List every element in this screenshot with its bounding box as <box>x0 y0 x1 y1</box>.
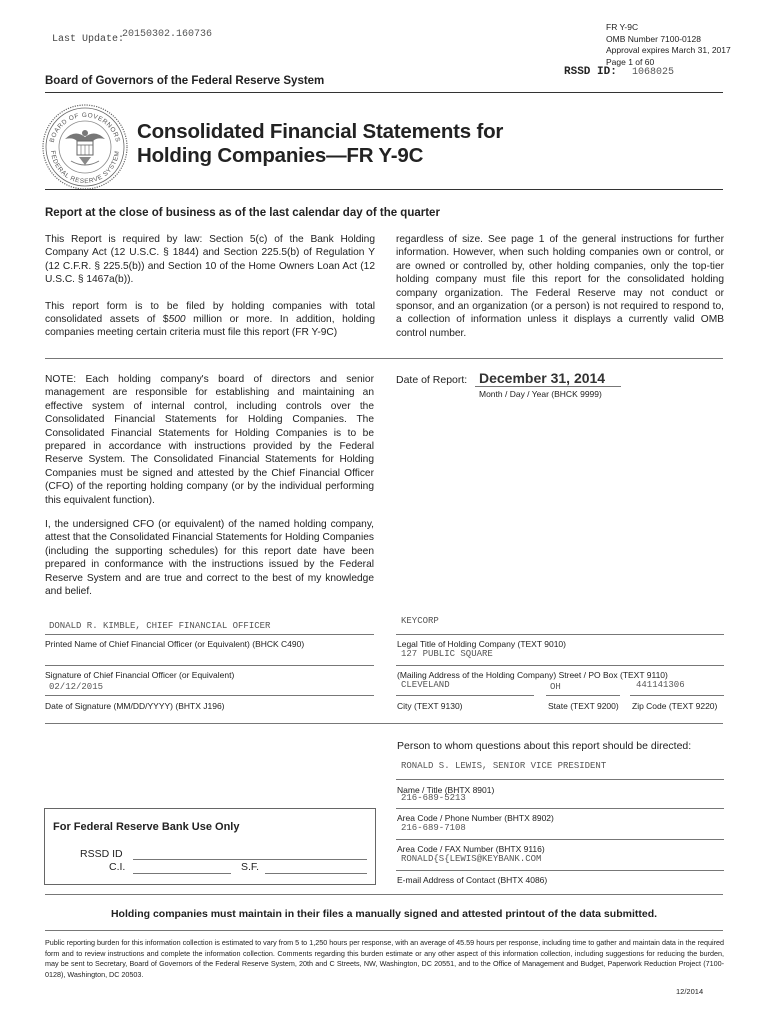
contact-email-line <box>396 870 724 871</box>
page-title <box>137 120 503 168</box>
board-name: Board of Governors of the Federal Reserve System <box>45 75 325 87</box>
note-section <box>45 373 374 599</box>
fed-use-heading: For Federal Reserve Bank Use Only <box>53 821 240 833</box>
contact-email-field[interactable]: RONALD{S{LEWIS@KEYBANK.COM <box>401 854 542 864</box>
approval-expiry: Approval expires March 31, 2017 <box>606 45 731 56</box>
state-field[interactable]: OH <box>550 682 561 692</box>
cfo-name-field[interactable]: DONALD R. KIMBLE, CHIEF FINANCIAL OFFICER <box>49 621 271 631</box>
intro-paragraph-omb: regardless of size. See page 1 of the general instructions for further information. However, when such holding companies own or control, or are owned or controlled by, other holding companies, only the top-tier holding company must file this report for the consolidated holding company organization. The Federal Reserve may not conduct or sponsor, and an organization (or a person) is not required to respond to, a collection of information unless it displays a currently valid OMB control number. <box>396 234 724 339</box>
contact-fax-field[interactable]: 216-689-7108 <box>401 823 466 833</box>
date-of-report-label: Date of Report: <box>396 374 468 386</box>
header-rule <box>45 92 723 93</box>
page-title-line2: Holding Companies—FR Y-9C <box>137 144 424 167</box>
zip-label: Zip Code (TEXT 9220) <box>632 701 718 711</box>
rssd-id-value: 1068025 <box>632 67 675 78</box>
date-of-report-caption: Month / Day / Year (BHCK 9999) <box>479 389 602 399</box>
last-update-label: Last Update: <box>52 34 125 45</box>
intro-rule <box>45 358 723 359</box>
city-field[interactable]: CLEVELAND <box>401 680 450 690</box>
intro-paragraph-filers <box>45 300 375 340</box>
contact-heading: Person to whom questions about this report should be directed: <box>397 740 692 752</box>
intro-filers-text-b: million or more. In addition, holding companies meeting certain criteria must file this report (FR Y-9C) <box>45 314 375 339</box>
attestation-paragraph: I, the undersigned CFO (or equivalent) of the named holding company, attest that the Consolidated Financial Statements for Holding Companies (including the supporting schedules) for this report date have been prepared in conformance with the instructions issued by the Federal Reserve System and are true and correct to the best of my knowledge and belief. <box>45 519 374 598</box>
contact-name-label: Name / Title (BHTX 8901) <box>397 785 495 795</box>
seal-text-bottom: FEDERAL RESERVE SYSTEM <box>48 150 122 186</box>
zip-line <box>630 695 724 696</box>
fed-rssd-label: RSSD ID <box>80 848 123 860</box>
page-number: Page 1 of 60 <box>606 56 655 67</box>
contact-fax-line <box>396 839 724 840</box>
maintain-notice: Holding companies must maintain in their files a manually signed and attested printout of the data submitted. <box>110 908 658 920</box>
cfo-name-label: Printed Name of Chief Financial Officer (or Equivalent) (BHCK C490) <box>45 639 305 649</box>
signature-label: Signature of Chief Financial Officer (or Equivalent) <box>45 670 235 680</box>
intro-filers-text-a: This report form is to be filed by holding companies with total consolidated assets of $ <box>45 300 375 326</box>
contact-rule <box>45 894 723 895</box>
city-label: City (TEXT 9130) <box>397 701 463 711</box>
signature-date-label: Date of Signature (MM/DD/YYYY) (BHTX J196) <box>45 701 225 711</box>
date-of-report-line <box>475 386 621 387</box>
fed-ci-label: C.I. <box>109 861 126 873</box>
signature-top-line <box>45 665 374 666</box>
last-update-value: 20150302.160736 <box>122 29 213 40</box>
contact-phone-label: Area Code / Phone Number (BHTX 8902) <box>397 813 554 823</box>
contact-name-line <box>396 779 724 780</box>
contact-name-field[interactable]: RONALD S. LEWIS, SENIOR VICE PRESIDENT <box>401 761 607 771</box>
fed-use-box <box>44 808 376 885</box>
zip-field[interactable]: 441141306 <box>636 680 685 690</box>
street-line <box>396 665 724 666</box>
contact-email-label: E-mail Address of Contact (BHTX 4086) <box>397 875 548 885</box>
form-number: FR Y-9C <box>606 22 639 32</box>
contact-phone-field[interactable]: 216-689-5213 <box>401 793 466 803</box>
federal-reserve-seal-icon <box>41 103 129 191</box>
burden-rule <box>45 930 723 931</box>
state-line <box>546 695 620 696</box>
signature-date-field[interactable]: 02/12/2015 <box>49 682 104 692</box>
form-info <box>606 22 731 68</box>
omb-number: OMB Number 7100-0128 <box>606 33 701 44</box>
note-paragraph: NOTE: Each holding company's board of directors and senior management are responsible for establishing and maintaining an effective system of internal control, including controls over the Consolidated Financial Statements for Holding Companies. The Consolidated Financial Statements for Holding Companies is to be prepared in accordance with instructions provided by the Federal Reserve System. The Consolidated Financial Statements for Holding Companies must be signed and attested by the Chief Financial Officer (CFO) of the reporting holding company (or by the individual performing this equivalent function). <box>45 374 374 506</box>
rssd-id-label: RSSD ID: <box>564 66 617 78</box>
title-rule <box>45 189 723 190</box>
fed-sf-line[interactable] <box>265 873 367 874</box>
fields-rule <box>45 723 723 724</box>
seal-text-top: BOARD OF GOVERNORS <box>48 111 122 144</box>
legal-title-field[interactable]: KEYCORP <box>401 616 439 626</box>
street-label: (Mailing Address of the Holding Company) Street / PO Box (TEXT 9110) <box>397 670 668 680</box>
street-field[interactable]: 127 PUBLIC SQUARE <box>401 649 493 659</box>
intro-paragraph-law: This Report is required by law: Section 5(c) of the Bank Holding Company Act (12 U.S.C. § 1844) and Section 225.5(b) of Regulation Y (12 C.F.R. § 225.5(b)) and Section 10 of the Home Owners Loan Act (12 U.S.C. § 1467a(b)). <box>45 234 375 286</box>
city-line <box>396 695 534 696</box>
legal-title-line <box>396 634 724 635</box>
report-heading: Report at the close of business as of the last calendar day of the quarter <box>45 207 440 219</box>
footer-code: 12/2014 <box>676 987 704 996</box>
fed-rssd-line[interactable] <box>133 859 367 860</box>
date-of-report-value: December 31, 2014 <box>479 370 606 386</box>
contact-fax-label: Area Code / FAX Number (BHTX 9116) <box>397 844 545 854</box>
state-label: State (TEXT 9200) <box>548 701 619 711</box>
burden-statement: Public reporting burden for this information collection is estimated to vary from 5 to 1,250 hours per response, with an average of 45.59 hours per response, including time to gather and maintain data in the required form and to review instructions and complete the information collection. Comments regarding this burden estimate or any other aspect of this information collection, including suggestions for reducing the burden, may be sent to Secretary, Board of Governors of the Federal Reserve System, 20th and C Streets, NW, Washington, DC 20551, and to the Office of Management and Budget, Paperwork Reduction Project (7100-0128), Washington, DC 20503. <box>45 938 724 979</box>
legal-title-label: Legal Title of Holding Company (TEXT 9010) <box>397 639 566 649</box>
signature-date-line <box>45 695 374 696</box>
intro-right <box>396 233 724 340</box>
cfo-name-line <box>45 634 374 635</box>
fed-ci-line[interactable] <box>133 873 231 874</box>
contact-phone-line <box>396 808 724 809</box>
page-title-line1: Consolidated Financial Statements for <box>137 120 504 143</box>
intro-filers-amount: 500 <box>168 314 186 326</box>
intro-left <box>45 233 375 340</box>
fed-sf-label: S.F. <box>241 861 260 873</box>
